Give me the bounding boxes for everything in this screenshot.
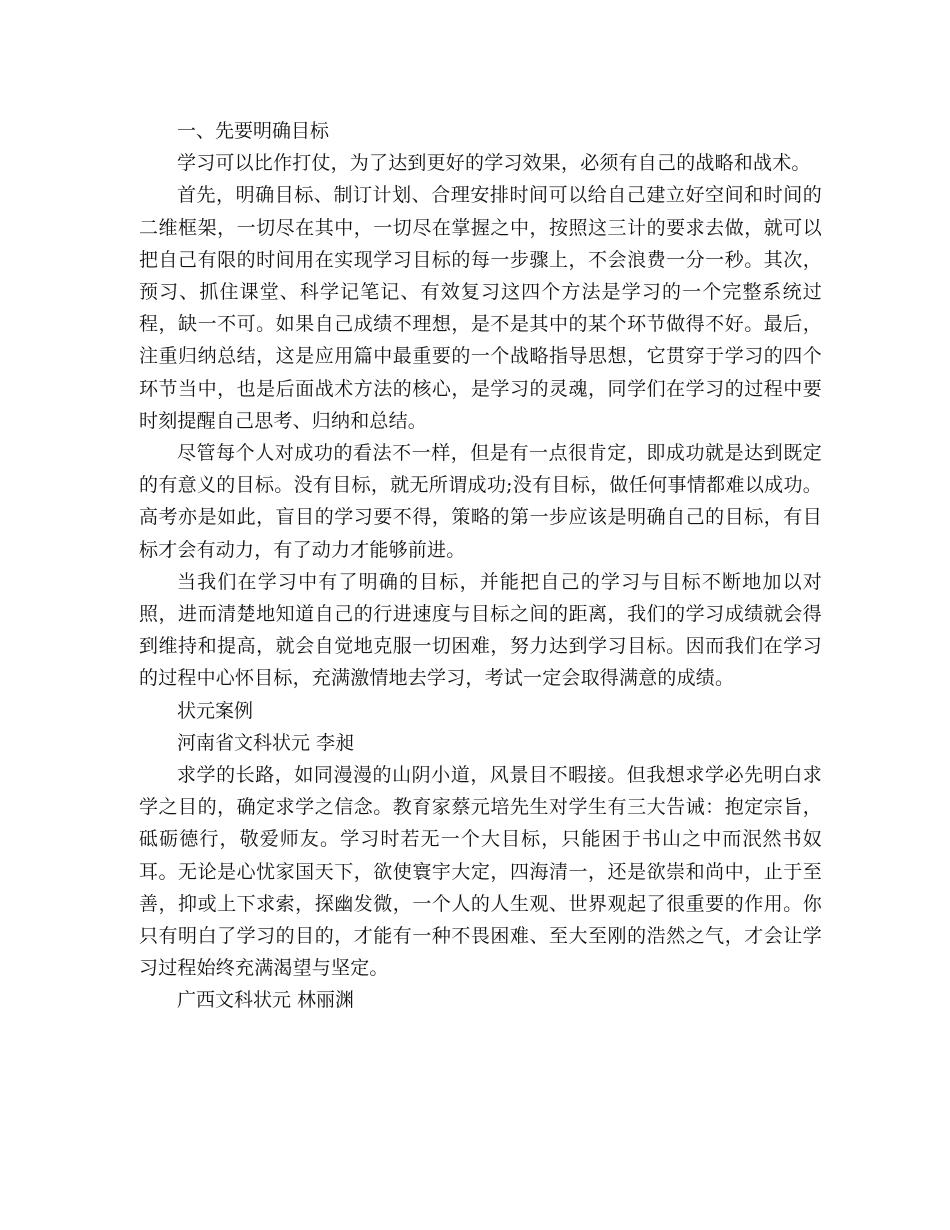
paragraph-goal-tracking: 当我们在学习中有了明确的目标，并能把自己的学习与目标不断地加以对照，进而清楚地知道自己的行进速度与目标之间的距离，我们的学习成绩就会得到维持和提高，就会自觉地克服一切困难，努力达到学习目标。因而我们在学习的过程中心怀目标，充满激情地去学习，考试一定会取得满意的成绩。 bbox=[139, 570, 822, 690]
paragraph-intro: 学习可以比作打仗，为了达到更好的学习效果，必须有自己的战略和战术。 bbox=[177, 152, 811, 175]
section-heading-goal: 一、先要明确目标 bbox=[177, 120, 330, 142]
paragraph-success: 尽管每个人对成功的看法不一样，但是有一点很肯定，即成功就是达到既定的有意义的目标。没有目标，就无所谓成功;没有目标，做任何事情都难以成功。高考亦是如此，盲目的学习要不得，策略的第一步应该是明确自己的目标，有目标才会有动力，有了动力才能够前进。 bbox=[139, 442, 822, 561]
paragraph-strategy: 首先，明确目标、制订计划、合理安排时间可以给自己建立好空间和时间的二维框架，一切尽在其中，一切尽在掌握之中，按照这三计的要求去做，就可以把自己有限的时间用在实现学习目标的每一步骤上，不会浪费一分一秒。其次，预习、抓住课堂、科学记笔记、有效复习这四个方法是学习的一个完整系统过程，缺一不可。如果自己成绩不理想，是不是其中的某个环节做得不好。最后，注重归纳总结，这是应用篇中最重要的一个战略指导思想，它贯穿于学习的四个环节当中，也是后面战术方法的核心，是学习的灵魂，同学们在学习的过程中要时刻提醒自己思考、归纳和总结。 bbox=[139, 184, 822, 432]
document-page bbox=[139, 115, 822, 1017]
case-text-henan: 求学的长路，如同漫漫的山阴小道，风景目不暇接。但我想求学必先明白求学之目的，确定求学之信念。教育家蔡元培先生对学生有三大告诫：抱定宗旨，砥砺德行，敬爱师友。学习时若无一个大目标，只能困于书山之中而泯然书奴耳。无论是心忧家国天下，欲使寰宇大定，四海清一，还是欲崇和尚中，止于至善，抑或上下求索，探幽发微，一个人的人生观、世界观起了很重要的作用。你只有明白了学习的目的，才能有一种不畏困难、至大至刚的浩然之气，才会让学习过程始终充满渴望与坚定。 bbox=[139, 764, 822, 980]
case-title-guangxi: 广西文科状元 林丽渊 bbox=[177, 989, 355, 1012]
section-title-cases: 状元案例 bbox=[177, 699, 254, 722]
case-title-henan: 河南省文科状元 李昶 bbox=[177, 731, 355, 754]
